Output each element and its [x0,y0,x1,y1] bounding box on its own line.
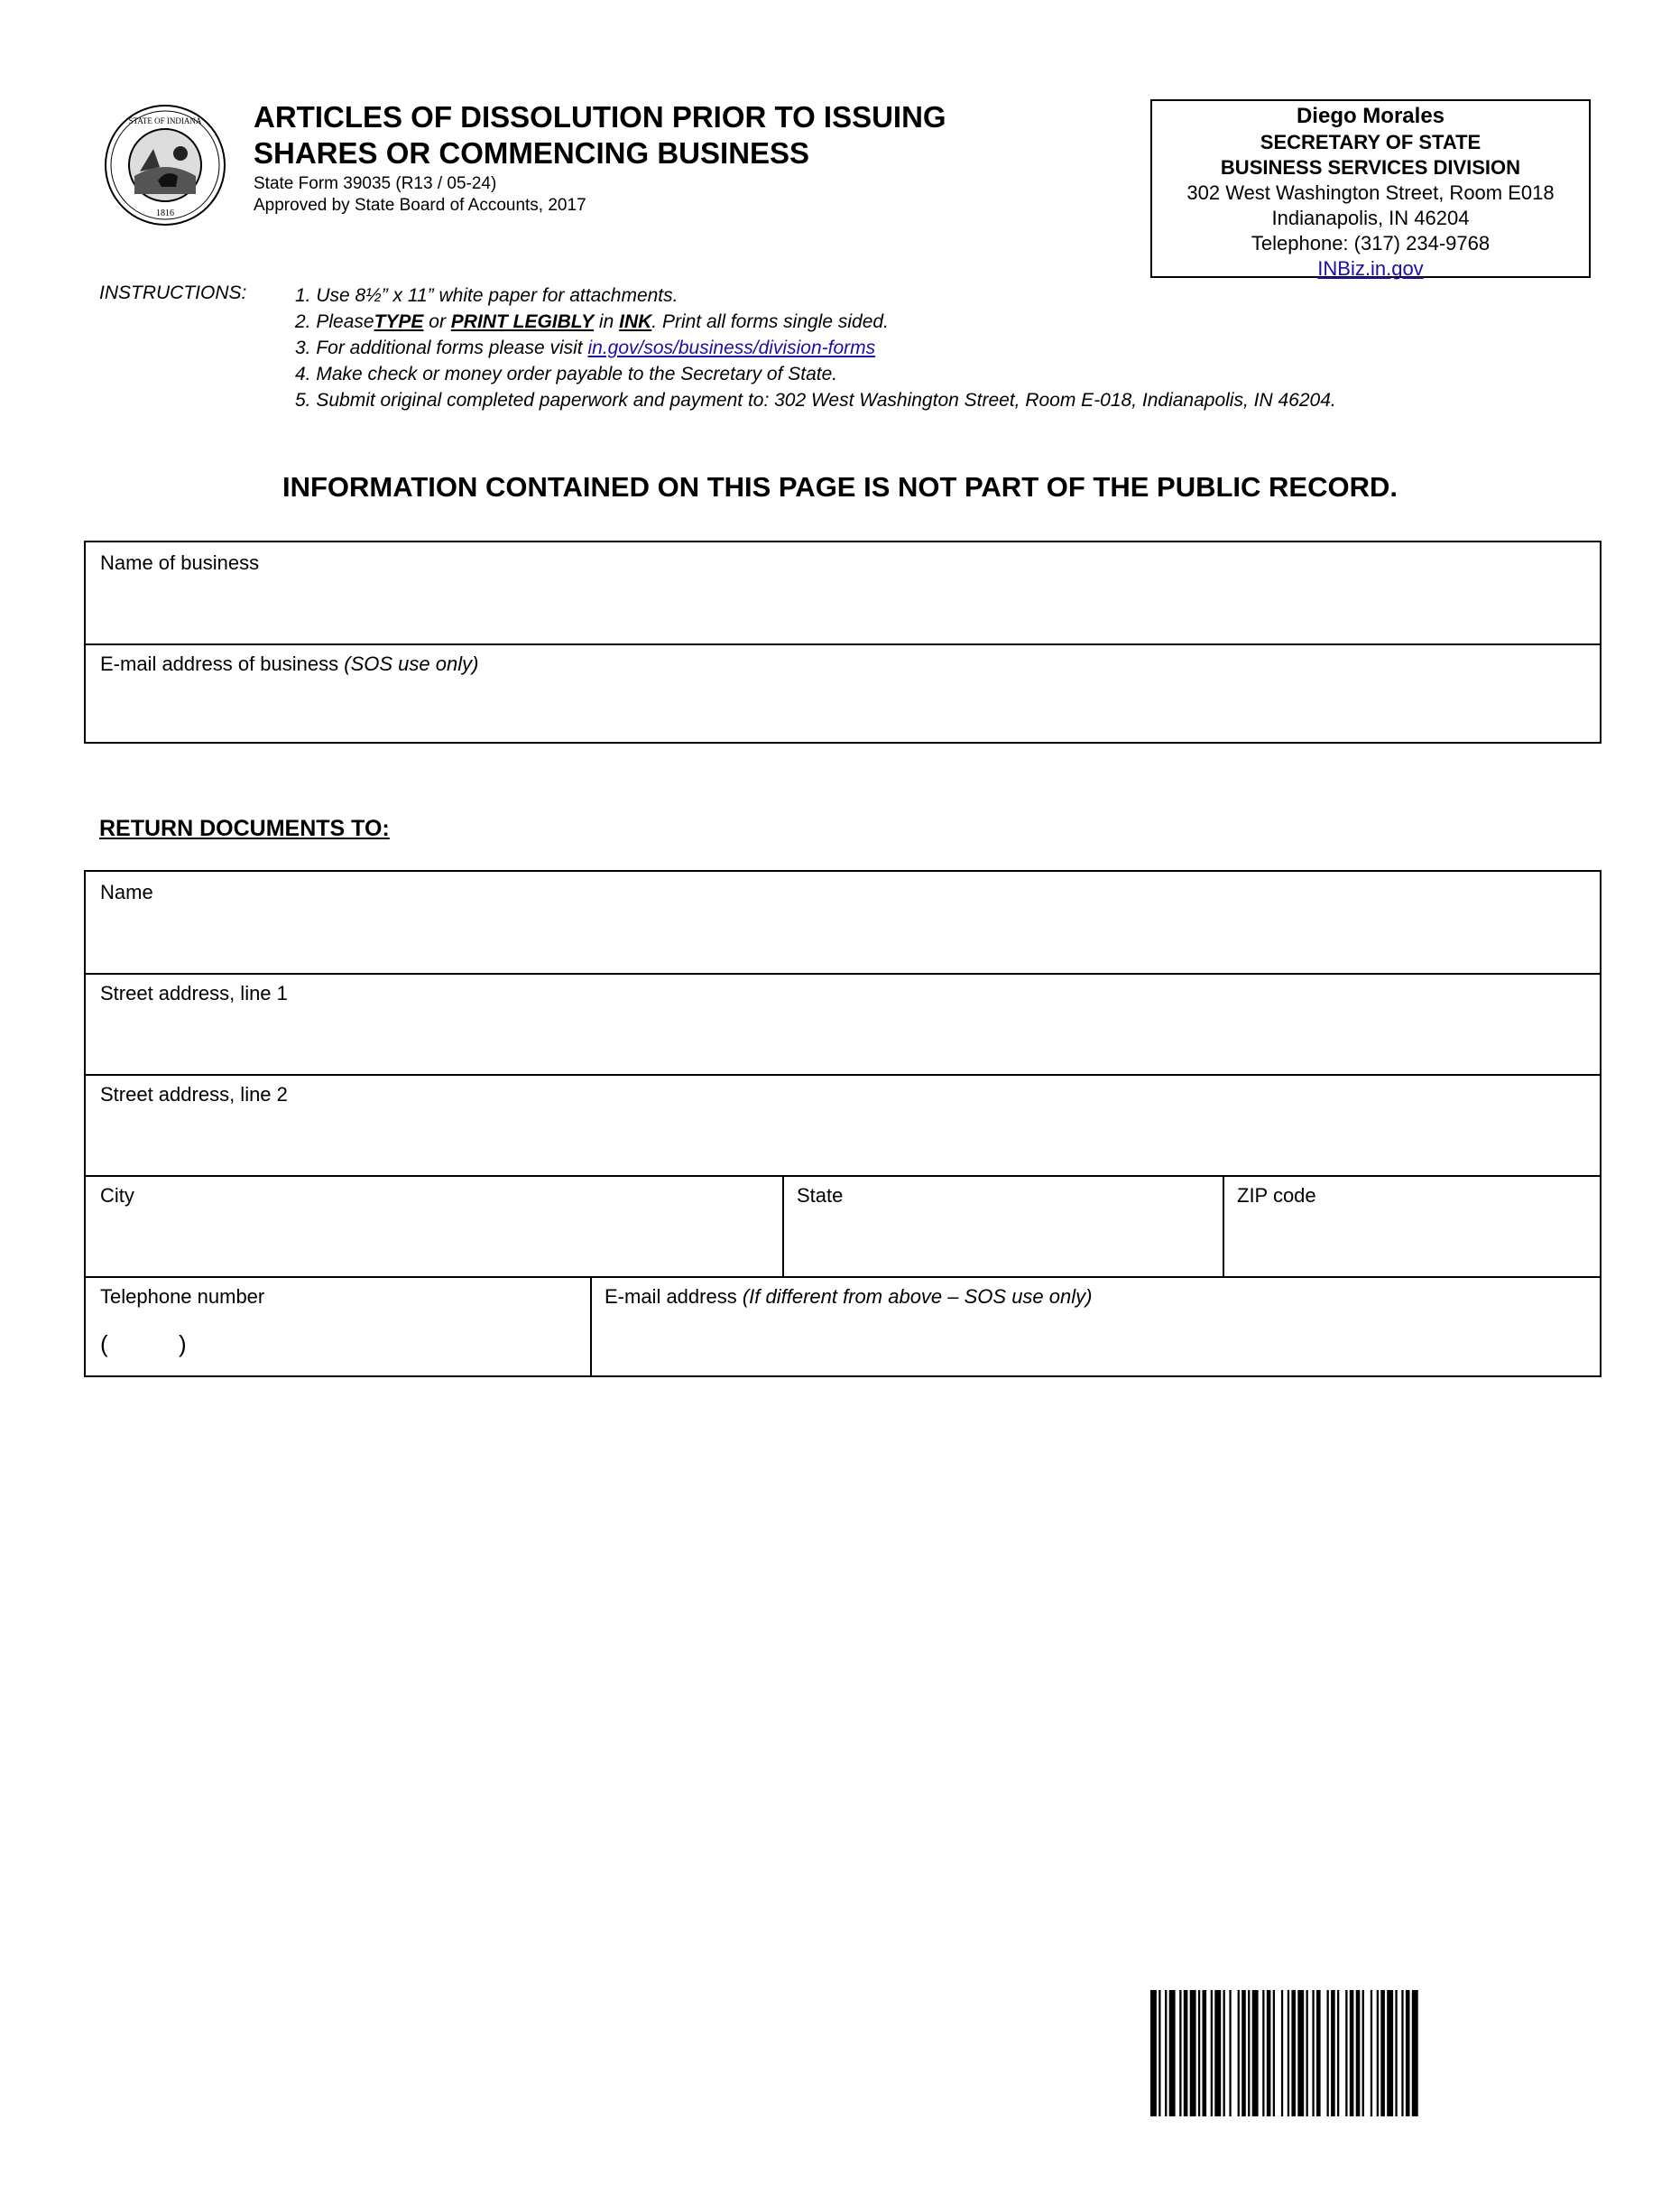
business-info-table [84,541,1602,744]
instruction-item-4: 4. Make check or money order payable to the Secretary of State. [295,364,838,384]
instruction-item-1: 1. Use 8½” x 11” white paper for attachments. [295,285,678,306]
street-address-1-field[interactable] [86,973,1600,1074]
return-email-field[interactable] [590,1276,1602,1377]
svg-text:STATE OF INDIANA: STATE OF INDIANA [128,116,202,125]
return-address-table [84,870,1602,1377]
telephone-label: Telephone number [100,1285,265,1308]
business-email-label: E-mail address of business [100,653,339,675]
division-name: BUSINESS SERVICES DIVISION [1220,156,1521,179]
city-label: City [100,1184,134,1207]
street-address-1-label: Street address, line 1 [100,982,288,1004]
street-address-2-field[interactable] [86,1074,1600,1175]
return-name-field[interactable] [86,872,1600,973]
telephone-field[interactable] [86,1276,590,1377]
secretary-name: Diego Morales [1296,104,1445,128]
phone-area-close: ) [179,1330,187,1357]
instructions-list [295,282,1336,413]
state-seal-icon [104,104,226,227]
state-field[interactable] [782,1175,1223,1276]
website-link[interactable]: INBiz.in.gov [1317,257,1424,280]
street-address-2-label: Street address, line 2 [100,1083,288,1106]
zip-code-field[interactable] [1223,1175,1602,1276]
secretary-address1: 302 West Washington Street, Room E018 [1186,181,1555,204]
division-forms-link[interactable]: in.gov/sos/business/division-forms [587,338,876,358]
zip-code-label: ZIP code [1237,1184,1316,1207]
city-field[interactable] [86,1175,782,1276]
public-record-notice: INFORMATION CONTAINED ON THIS PAGE IS NOT PART OF THE PUBLIC RECORD. [282,471,1398,503]
form-number: State Form 39035 (R13 / 05-24) [254,174,497,193]
return-email-note: (If different from above – SOS use only) [742,1285,1093,1308]
instruction-item-3: 3. For additional forms please visit in.gov/sos/business/division-forms [295,338,876,358]
secretary-box [1150,99,1591,278]
business-email-field[interactable] [86,643,1600,745]
form-title-line2: SHARES OR COMMENCING BUSINESS [254,136,810,170]
barcode-icon [1150,1990,1547,2116]
instruction-item-2: 2. PleaseTYPE or PRINT LEGIBLY in INK. Print all forms single sided. [295,311,889,332]
return-documents-header: RETURN DOCUMENTS TO: [99,816,390,841]
state-label: State [797,1184,844,1207]
return-name-label: Name [100,881,153,903]
return-email-label: E-mail address [605,1285,737,1308]
secretary-address2: Indianapolis, IN 46204 [1271,207,1470,229]
phone-area-open: ( [100,1330,108,1357]
business-name-field[interactable] [86,542,1600,643]
business-email-note: (SOS use only) [344,653,479,675]
form-title-line1: ARTICLES OF DISSOLUTION PRIOR TO ISSUING [254,100,946,134]
form-approval: Approved by State Board of Accounts, 2017 [254,196,586,215]
svg-text:1816: 1816 [156,208,174,218]
form-title [254,99,946,171]
secretary-title: SECRETARY OF STATE [1260,131,1482,153]
instruction-item-5: 5. Submit original completed paperwork and payment to: 302 West Washington Street, Room E-018, Indianapolis, IN 46204. [295,390,1336,411]
business-name-label: Name of business [100,551,260,574]
secretary-phone: Telephone: (317) 234-9768 [1251,232,1491,255]
instructions-label: INSTRUCTIONS: [99,282,247,303]
